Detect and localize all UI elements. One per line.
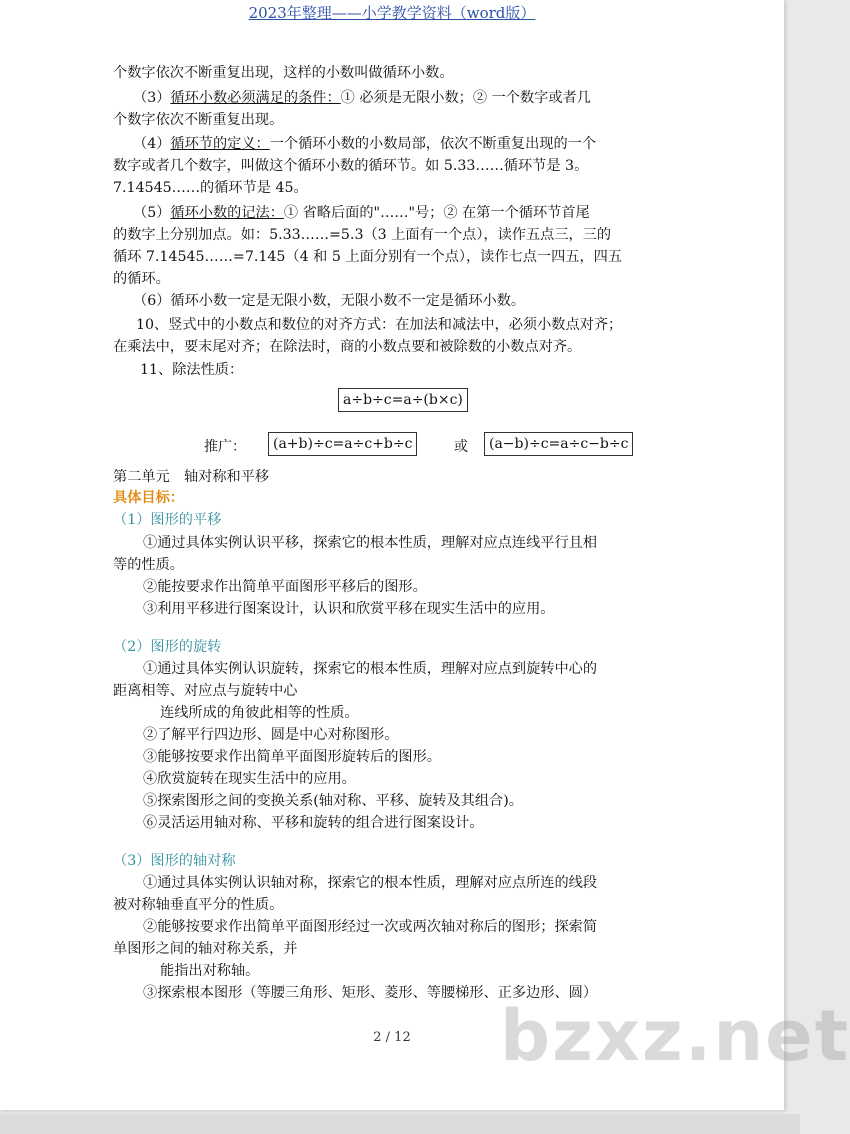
section-title-axial-symmetry: （3）图形的轴对称 [113, 853, 236, 869]
list-item: ③探索根本图形（等腰三角形、矩形、菱形、等腰梯形、正多边形、圆） [143, 985, 598, 1001]
list-item: 距离相等、对应点与旋转中心 [113, 683, 298, 699]
text-line: 数字或者几个数字，叫做这个循环小数的循环节。如 5.33……循环节是 3。 [113, 158, 589, 174]
list-item: ⑥灵活运用轴对称、平移和旋转的组合进行图案设计。 [143, 815, 484, 831]
page-header [0, 2, 784, 23]
header-title: 2023年整理——小学教学资料（word版） [248, 4, 536, 22]
text-line: （6）循环小数一定是无限小数，无限小数不一定是循环小数。 [133, 293, 526, 309]
text-line: 的数字上分别加点。如：5.33……=5.3（3 上面有一个点），读作五点三，三的 [113, 227, 612, 243]
text-line: 的循环。 [113, 271, 170, 287]
list-item: ④欣赏旋转在现实生活中的应用。 [143, 771, 356, 787]
list-item: ③利用平移进行图案设计，认识和欣赏平移在现实生活中的应用。 [143, 601, 555, 617]
list-item: 连线所成的角彼此相等的性质。 [160, 705, 359, 721]
list-item: 被对称轴垂直平分的性质。 [113, 897, 284, 913]
unit-goals-heading: 具体目标： [113, 490, 184, 506]
formula-1: (a+b)÷c=a÷c+b÷c [268, 432, 417, 456]
text-line: 个数字依次不断重复出现。 [113, 112, 284, 128]
section-title-translation: （1）图形的平移 [113, 512, 222, 528]
text-line: 10、竖式中的小数点和数位的对齐方式：在加法和减法中，必须小数点对齐； [136, 317, 623, 333]
text-line: 循环 7.14545……=7.145（4 和 5 上面分别有一个点），读作七点一四五，四五 [113, 249, 623, 265]
list-item: ②能按要求作出简单平面图形平移后的图形。 [143, 579, 427, 595]
text-line: 个数字依次不断重复出现，这样的小数叫做循环小数。 [113, 65, 454, 81]
list-item: 能指出对称轴。 [160, 963, 260, 979]
unit-title: 第二单元 轴对称和平移 [113, 469, 270, 485]
list-item: 等的性质。 [113, 557, 184, 573]
text-line: 7.14545……的循环节是 45。 [113, 180, 308, 196]
list-item: ②了解平行四边形、圆是中心对称图形。 [143, 727, 399, 743]
list-item: ⑤探索图形之间的变换关系(轴对称、平移、旋转及其组合)。 [143, 793, 523, 809]
viewer-bottom-bar [0, 1114, 800, 1134]
page-number: 2 / 12 [373, 1030, 411, 1045]
text-line: （3）循环小数必须满足的条件：① 必须是无限小数；② 一个数字或者几 [133, 90, 591, 106]
list-item: ②能够按要求作出简单平面图形经过一次或两次轴对称后的图形；探索简 [143, 919, 598, 935]
list-item: ③能够按要求作出简单平面图形旋转后的图形。 [143, 749, 441, 765]
list-item: 单图形之间的轴对称关系，并 [113, 941, 298, 957]
section-title-rotation: （2）图形的旋转 [113, 639, 222, 655]
text-line: 在乘法中，要末尾对齐；在除法时，商的小数点要和被除数的小数点对齐。 [113, 339, 582, 355]
text-line: （4）循环节的定义：一个循环小数的小数局部，依次不断重复出现的一个 [133, 136, 597, 152]
formula-or-label: 或 [454, 439, 468, 455]
list-item: ①通过具体实例认识平移，探索它的根本性质，理解对应点连线平行且相 [143, 535, 598, 551]
text-line: （5）循环小数的记法：① 省略后面的"……"号；② 在第一个循环节首尾 [133, 205, 590, 221]
formula-main: a÷b÷c=a÷(b×c) [338, 388, 468, 412]
watermark-logo: bzxz.net [500, 995, 850, 1077]
list-item: ①通过具体实例认识轴对称，探索它的根本性质，理解对应点所连的线段 [143, 875, 598, 891]
list-item: ①通过具体实例认识旋转，探索它的根本性质，理解对应点到旋转中心的 [143, 661, 598, 677]
text-line: 11、除法性质： [140, 362, 244, 378]
formula-generalize-label: 推广： [204, 439, 246, 455]
formula-2: (a−b)÷c=a÷c−b÷c [484, 432, 633, 456]
